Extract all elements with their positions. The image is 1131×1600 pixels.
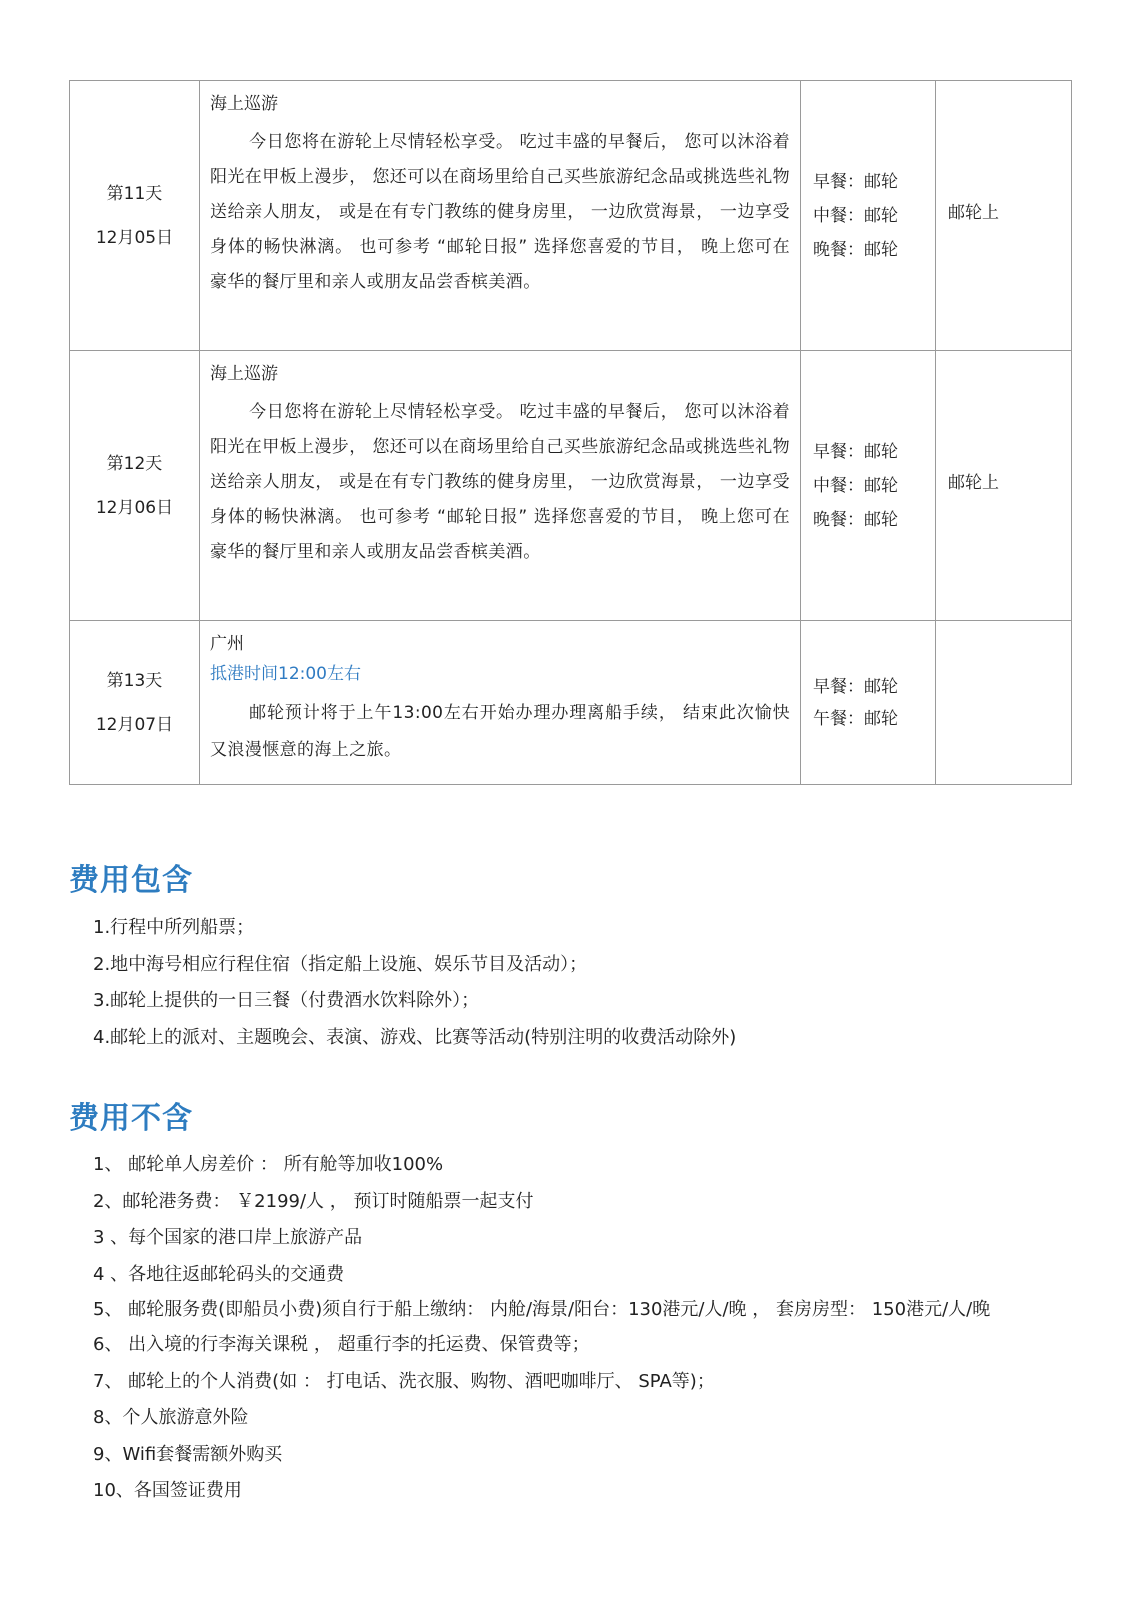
- hotel-cell: [936, 81, 1072, 351]
- list-item: 7、 邮轮上的个人消费(如 ： 打电话、洗衣服、购物、酒吧咖啡厅、 SPA等)；: [93, 1370, 715, 1392]
- list-item: 2.地中海号相应行程住宿（指定船上设施、娱乐节目及活动）；: [93, 953, 588, 975]
- list-item: 3 、每个国家的港口岸上旅游产品: [93, 1227, 363, 1248]
- meal-lunch: 午餐：邮轮: [813, 708, 898, 729]
- date-label: 12月07日: [95, 714, 174, 735]
- list-item: 3.邮轮上提供的一日三餐（付费酒水饮料除外）；: [93, 990, 480, 1011]
- date-label: 12月06日: [95, 497, 174, 518]
- place-name: 广州: [210, 634, 244, 654]
- day-cell: [70, 621, 200, 785]
- list-item: 2、邮轮港务费： ￥2199/人 ， 预订时随船票一起支付: [93, 1190, 534, 1212]
- included-list: [69, 910, 1029, 1056]
- hotel-cell: [936, 621, 1072, 785]
- port-arrival-time: 抵港时间12:00左右: [210, 664, 361, 684]
- description-cell: [200, 351, 801, 621]
- date-label: 12月05日: [95, 227, 174, 248]
- day-description: 今日您将在游轮上尽情轻松享受。 吃过丰盛的早餐后， 您可以沐浴着阳光在甲板上漫步， 您还可以在商场里给自己买些旅游纪念品或挑选些礼物送给亲人朋友， 或是在有专门教练的健身房里， 一边欣赏海景， 一边享受身体的畅快淋漓。 也可参考 “邮轮日报” 选择您喜爱的节目， 晚上您可在豪华的餐厅里和亲人或朋友品尝香槟美酒。: [210, 132, 791, 292]
- meals-cell: [801, 81, 936, 351]
- itinerary-row-day-12: [70, 351, 1072, 621]
- hotel-cell: [936, 351, 1072, 621]
- hotel-label: 邮轮上: [948, 203, 999, 223]
- excluded-title: 费用不含: [69, 1101, 193, 1136]
- meals-cell: [801, 621, 936, 785]
- itinerary-table: [69, 80, 1072, 785]
- list-item: 1、 邮轮单人房差价 ： 所有舱等加收100%: [93, 1154, 444, 1175]
- day-description: 今日您将在游轮上尽情轻松享受。 吃过丰盛的早餐后， 您可以沐浴着阳光在甲板上漫步， 您还可以在商场里给自己买些旅游纪念品或挑选些礼物送给亲人朋友， 或是在有专门教练的健身房里， 一边欣赏海景， 一边享受身体的畅快淋漓。 也可参考 “邮轮日报” 选择您喜爱的节目， 晚上您可在豪华的餐厅里和亲人或朋友品尝香槟美酒。: [210, 402, 791, 562]
- description-cell: [200, 621, 801, 785]
- list-item: 1.行程中所列船票；: [93, 917, 255, 938]
- list-item: 4.邮轮上的派对、主题晚会、表演、游戏、比赛等活动(特别注明的收费活动除外): [93, 1026, 737, 1048]
- list-item: 6、 出入境的行李海关课税 ， 超重行李的托运费、保管费等；: [93, 1334, 590, 1355]
- day-label: 第11天: [106, 183, 163, 204]
- place-name: 海上巡游: [210, 364, 278, 384]
- list-item: 10、各国签证费用: [93, 1480, 242, 1501]
- meal-breakfast: 早餐：邮轮: [813, 441, 898, 462]
- list-item: 9、Wifi套餐需额外购买: [93, 1443, 283, 1465]
- meal-dinner: 晚餐：邮轮: [813, 239, 898, 260]
- hotel-label: 邮轮上: [948, 473, 999, 493]
- excluded-list: [69, 1147, 1029, 1510]
- included-title: 费用包含: [69, 863, 193, 898]
- day-label: 第12天: [106, 453, 163, 474]
- place-name: 海上巡游: [210, 94, 278, 114]
- meal-lunch: 中餐：邮轮: [813, 205, 898, 226]
- list-item: 8、个人旅游意外险: [93, 1407, 249, 1428]
- meals-cell: [801, 351, 936, 621]
- day-description: 邮轮预计将于上午13:00左右开始办理办理离船手续， 结束此次愉快又浪漫惬意的海上之旅。: [210, 703, 790, 760]
- meal-breakfast: 早餐：邮轮: [813, 676, 898, 697]
- meal-lunch: 中餐：邮轮: [813, 475, 898, 496]
- day-cell: [70, 81, 200, 351]
- day-cell: [70, 351, 200, 621]
- itinerary-row-day-11: [70, 81, 1072, 351]
- meal-breakfast: 早餐：邮轮: [813, 171, 898, 192]
- description-cell: [200, 81, 801, 351]
- list-item: 5、 邮轮服务费(即船员小费)须自行于船上缴纳： 内舱/海景/阳台：130港元/人/晚 ， 套房房型： 150港元/人/晚: [93, 1299, 991, 1320]
- day-label: 第13天: [106, 670, 163, 691]
- list-item: 4 、各地往返邮轮码头的交通费: [93, 1263, 345, 1285]
- itinerary-row-day-13: [70, 621, 1072, 785]
- meal-dinner: 晚餐：邮轮: [813, 509, 898, 530]
